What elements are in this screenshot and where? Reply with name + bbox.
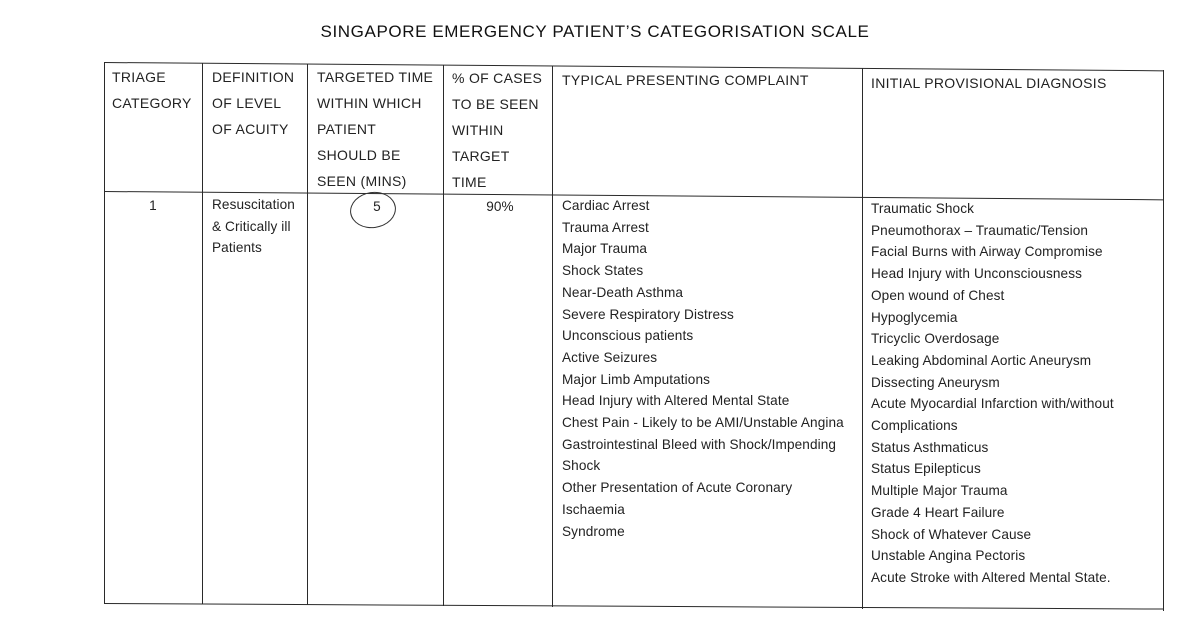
list-item: Major Trauma: [562, 241, 648, 257]
row-percent-cases: 90%: [486, 199, 514, 214]
list-item: Acute Myocardial Infarction with/without: [871, 396, 1114, 412]
list-item: Multiple Major Trauma: [871, 483, 1008, 499]
header-definition: DEFINITION OF LEVEL OF ACUITY: [212, 69, 295, 137]
column-divider-1: [202, 63, 203, 604]
list-item: Grade 4 Heart Failure: [871, 504, 1005, 520]
row-provisional-diagnoses: [871, 198, 1114, 589]
list-item: Shock: [562, 458, 601, 474]
list-item: Tricyclic Overdosage: [871, 331, 1000, 347]
list-item: Near-Death Asthma: [562, 284, 684, 300]
list-item: Cardiac Arrest: [562, 198, 650, 213]
list-item: Major Limb Amputations: [562, 371, 711, 387]
table-border-bottom: [104, 603, 1164, 610]
list-item: Unstable Angina Pectoris: [871, 548, 1026, 564]
table-border-left: [104, 62, 105, 604]
list-item: Pneumothorax – Traumatic/Tension: [871, 222, 1089, 238]
list-item: Active Seizures: [562, 349, 658, 365]
list-item: Chest Pain - Likely to be AMI/Unstable Angina: [562, 415, 844, 431]
header-percent-cases: % OF CASES TO BE SEEN WITHIN TARGET TIME: [452, 70, 543, 190]
column-divider-3: [443, 65, 444, 606]
column-divider-2: [307, 64, 308, 605]
list-item: Severe Respiratory Distress: [562, 306, 734, 322]
list-item: Syndrome: [562, 523, 625, 539]
list-item: Other Presentation of Acute Coronary: [562, 480, 793, 496]
list-item: Head Injury with Altered Mental State: [562, 393, 790, 409]
list-item: Head Injury with Unconsciousness: [871, 266, 1082, 282]
list-item: Gastrointestinal Bleed with Shock/Impending: [562, 436, 837, 452]
header-targeted-time: TARGETED TIME WITHIN WHICH PATIENT SHOULD BE SEEN (MINS): [317, 69, 434, 189]
row-presenting-complaints: [562, 195, 844, 542]
list-item: Ischaemia: [562, 501, 625, 517]
list-item: Shock of Whatever Cause: [871, 526, 1032, 542]
list-item: Dissecting Aneurysm: [871, 374, 1000, 390]
header-triage-category: TRIAGE CATEGORY: [112, 69, 192, 111]
list-item: Status Epilepticus: [871, 461, 981, 477]
list-item: Traumatic Shock: [871, 201, 974, 216]
table-border-right: [1163, 70, 1164, 611]
list-item: Shock States: [562, 263, 644, 279]
list-item: Acute Stroke with Altered Mental State.: [871, 569, 1111, 585]
list-item: Complications: [871, 418, 958, 434]
list-item: Unconscious patients: [562, 328, 694, 344]
list-item: Trauma Arrest: [562, 219, 649, 235]
list-item: Open wound of Chest: [871, 287, 1005, 303]
header-provisional-diagnosis: INITIAL PROVISIONAL DIAGNOSIS: [871, 75, 1107, 91]
column-divider-4: [552, 66, 553, 607]
document-title: SINGAPORE EMERGENCY PATIENT’S CATEGORISATION SCALE: [320, 22, 870, 41]
list-item: Facial Burns with Airway Compromise: [871, 244, 1103, 260]
row-triage-category: 1: [149, 198, 157, 213]
list-item: Leaking Abdominal Aortic Aneurysm: [871, 352, 1092, 368]
list-item: Hypoglycemia: [871, 309, 958, 325]
row-targeted-time: 5: [373, 199, 381, 214]
list-item: Status Asthmaticus: [871, 439, 989, 455]
header-presenting-complaint: TYPICAL PRESENTING COMPLAINT: [562, 72, 809, 88]
column-divider-5: [862, 68, 863, 609]
row-definition: Resuscitation & Critically ill Patients: [212, 197, 295, 256]
